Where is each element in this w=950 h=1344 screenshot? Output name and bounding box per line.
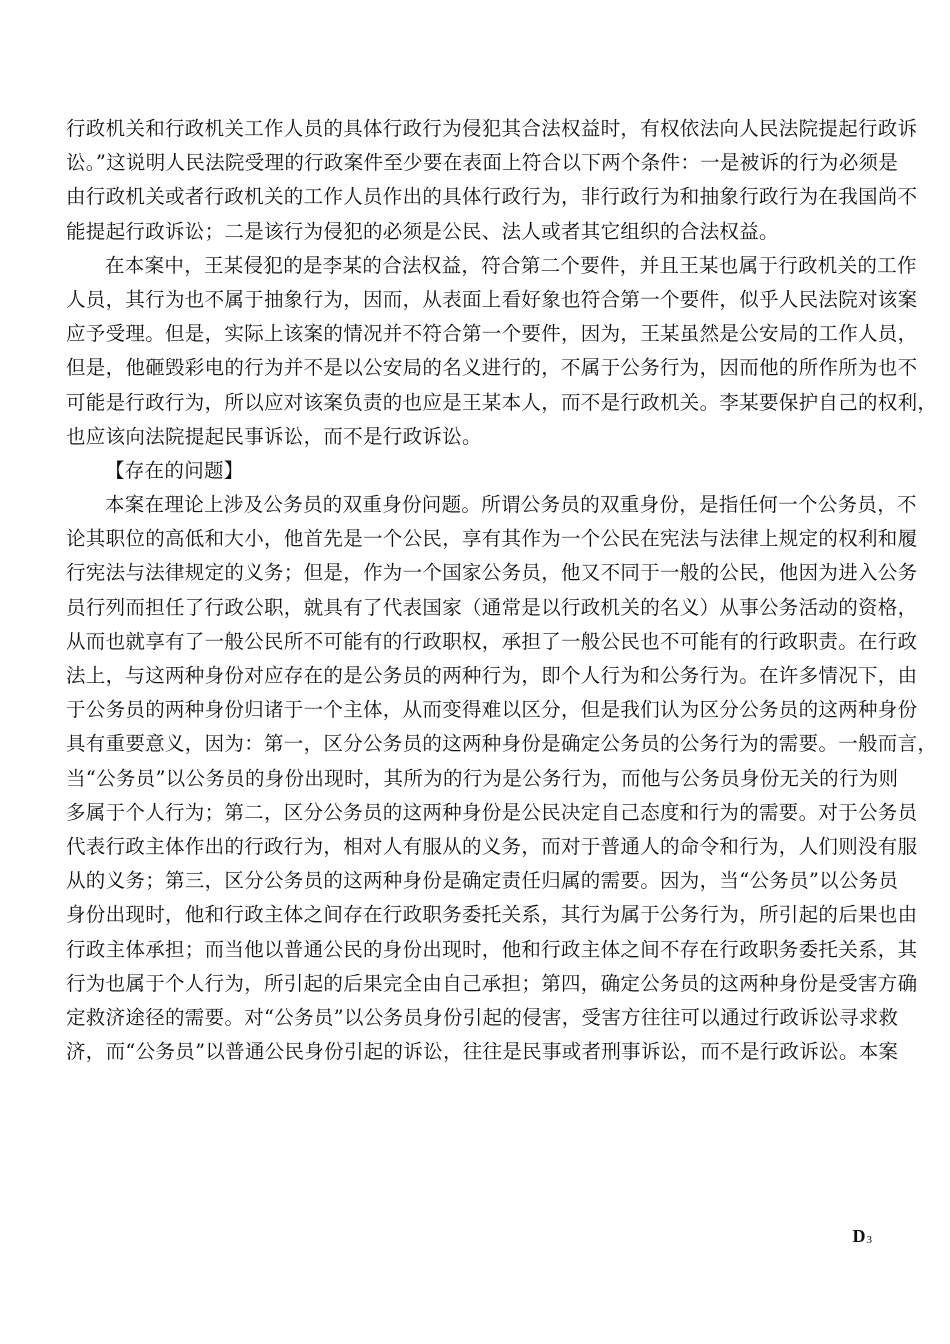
text-line: 法上，与这两种身份对应存在的是公务员的两种行为，即个人行为和公务行为。在许多情况下，由 xyxy=(66,664,918,687)
page-number xyxy=(853,1226,873,1247)
text-line: 行宪法与法律规定的义务；但是，作为一个国家公务员，他又不同于一般的公民，他因为进入公务 xyxy=(66,561,918,585)
text-line: 员行列而担任了行政公职，就具有了代表国家（通常是以行政机关的名义）从事公务活动的资格， xyxy=(66,595,918,619)
text-line: 本案在理论上涉及公务员的双重身份问题。所谓公务员的双重身份，是指任何一个公务员，不 xyxy=(105,493,917,517)
text-line: 多属于个人行为；第二，区分公务员的这两种身份是公民决定自己态度和行为的需要。对于公务员 xyxy=(66,800,918,824)
text-line: 人员，其行为也不属于抽象行为，因而，从表面上看好象也符合第一个要件，似乎人民法院对该案 xyxy=(66,287,918,311)
text-line: 济，而“公务员”以普通公民身份引起的诉讼，往往是民事或者刑事诉讼，而不是行政诉讼。本案 xyxy=(66,1040,899,1064)
text-line: 从而也就享有了一般公民所不可能有的行政职权，承担了一般公民也不可能有的行政职责。在行政 xyxy=(66,629,918,653)
text-line: 行政机关和行政机关工作人员的具体行政行为侵犯其合法权益时，有权依法向人民法院提起行政诉 xyxy=(66,117,918,140)
page-number-digit: 3 xyxy=(866,1234,872,1246)
text-line: 行为也属于个人行为，所引起的后果完全由自己承担；第四，确定公务员的这两种身份是受害方确 xyxy=(66,971,918,995)
document-body xyxy=(66,112,938,1069)
text-line: 可能是行政行为，所以应对该案负责的也应是王某本人，而不是行政机关。李某要保护自己的权利， xyxy=(66,390,938,414)
text-line: 也应该向法院提起民事诉讼，而不是行政诉讼。 xyxy=(66,424,482,448)
text-line: 由行政机关或者行政机关的工作人员作出的具体行政行为，非行政行为和抽象行政行为在我国尚不 xyxy=(66,185,918,209)
page-number-letter: D xyxy=(852,1226,866,1246)
text-line: 从的义务；第三，区分公务员的这两种身份是确定责任归属的需要。因为，当“公务员”以公务员 xyxy=(66,869,899,893)
text-line: 在本案中，王某侵犯的是李某的合法权益，符合第二个要件，并且王某也属于行政机关的工作 xyxy=(105,253,917,277)
text-line: 应予受理。但是，实际上该案的情况并不符合第一个要件，因为，王某虽然是公安局的工作人员， xyxy=(66,322,918,346)
text-line: 于公务员的两种身份归诸于一个主体，从而变得难以区分，但是我们认为区分公务员的这两种身份 xyxy=(66,698,918,722)
text-line: 能提起行政诉讼；二是该行为侵犯的必须是公民、法人或者其它组织的合法权益。 xyxy=(66,219,779,243)
text-line: 但是，他砸毁彩电的行为并不是以公安局的名义进行的，不属于公务行为，因而他的所作所为也不 xyxy=(66,356,918,380)
text-line: 定救济途径的需要。对“公务员”以公务员身份引起的侵害，受害方往往可以通过行政诉讼寻求救 xyxy=(66,1005,899,1029)
text-line: 【存在的问题】 xyxy=(105,458,244,482)
text-line: 具有重要意义，因为：第一，区分公务员的这两种身份是确定公务员的公务行为的需要。一般而言， xyxy=(66,732,938,756)
text-line: 论其职位的高低和大小，他首先是一个公民，享有其作为一个公民在宪法与法律上规定的权利和履 xyxy=(66,527,918,551)
text-line: 当“公务员”以公务员的身份出现时，其所为的行为是公务行为，而他与公务员身份无关的行为则 xyxy=(66,766,899,790)
text-line: 讼。”这说明人民法院受理的行政案件至少要在表面上符合以下两个条件：一是被诉的行为必须是 xyxy=(66,151,899,175)
text-line: 身份出现时，他和行政主体之间存在行政职务委托关系，其行为属于公务行为，所引起的后果也由 xyxy=(66,903,918,927)
text-line: 代表行政主体作出的行政行为，相对人有服从的义务，而对于普通人的命令和行为，人们则没有服 xyxy=(66,834,918,858)
text-line: 行政主体承担；而当他以普通公民的身份出现时，他和行政主体之间不存在行政职务委托关系，其 xyxy=(66,937,918,961)
